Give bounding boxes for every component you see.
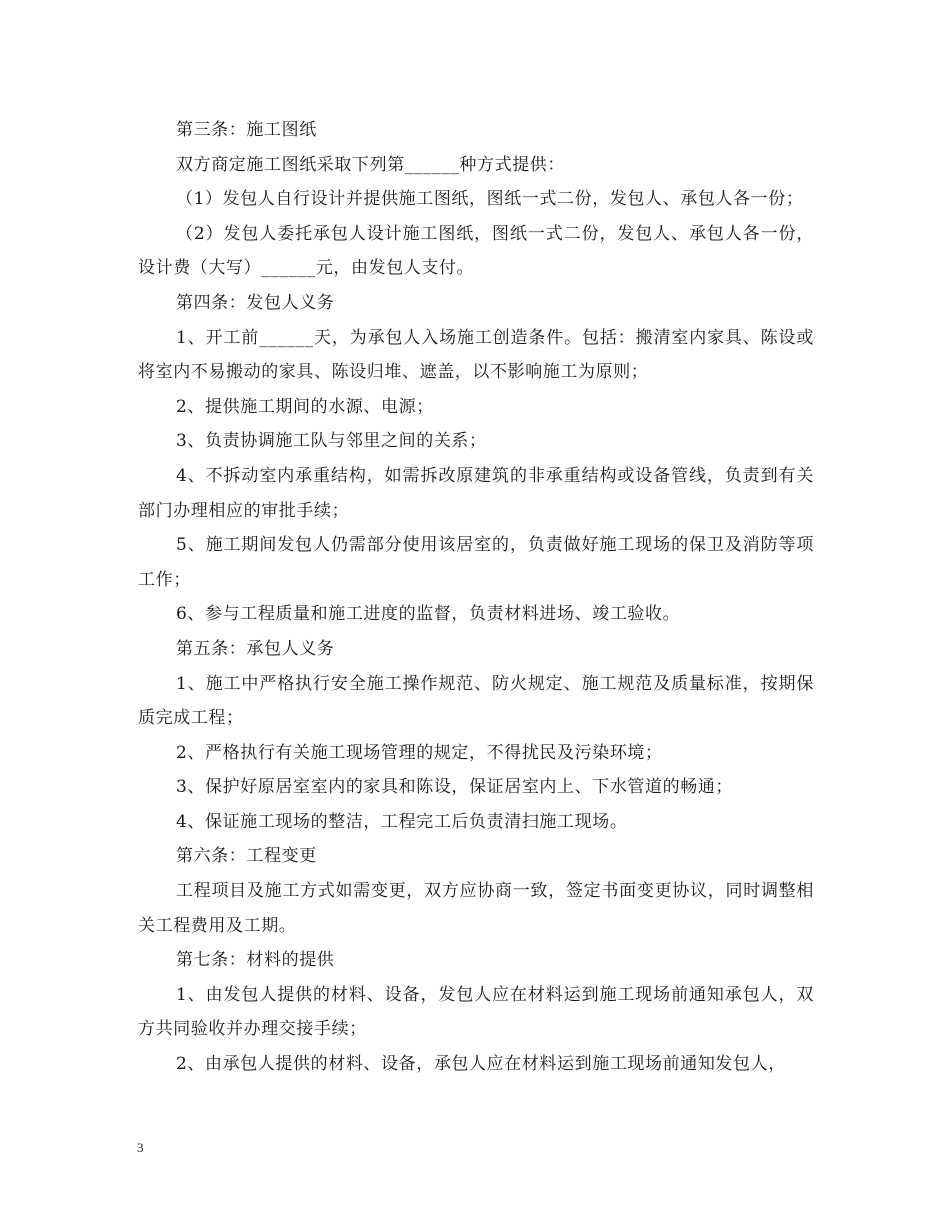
paragraph: 1、施工中严格执行安全施工操作规范、防火规定、施工规范及质量标准，按期保质完成工程； <box>138 673 814 729</box>
paragraph: 1、开工前______天，为承包人入场施工创造条件。包括：搬清室内家具、陈设或将室内不易搬动的家具、陈设归堆、遮盖，以不影响施工为原则； <box>138 327 814 383</box>
document-body <box>138 113 814 1082</box>
section-heading-6: 第六条：工程变更 <box>176 846 317 867</box>
paragraph: 2、提供施工期间的水源、电源； <box>176 396 434 417</box>
section-heading-4: 第四条：发包人义务 <box>176 292 335 313</box>
section-heading-5: 第五条：承包人义务 <box>176 638 335 659</box>
paragraph: 6、参与工程质量和施工进度的监督，负责材料进场、竣工验收。 <box>176 604 681 625</box>
paragraph: 2、严格执行有关施工现场管理的规定，不得扰民及污染环境； <box>176 742 663 763</box>
paragraph: 5、施工期间发包人仍需部分使用该居室的，负责做好施工现场的保卫及消防等项工作； <box>138 535 814 590</box>
section-heading-7: 第七条：材料的提供 <box>176 950 335 971</box>
paragraph: 1、由发包人提供的材料、设备，发包人应在材料运到施工现场前通知承包人，双方共同验收并办理交接手续； <box>138 984 814 1040</box>
paragraph: 双方商定施工图纸采取下列第______种方式提供： <box>176 154 565 175</box>
paragraph: 3、保护好原居室室内的家具和陈设，保证居室内上、下水管道的畅通； <box>176 777 734 798</box>
paragraph: （2）发包人委托承包人设计施工图纸，图纸一式二份，发包人、承包人各一份，设计费（大写）______元，由发包人支付。 <box>138 223 814 279</box>
page-number: 3 <box>137 1140 144 1155</box>
paragraph: 4、不拆动室内承重结构，如需拆改原建筑的非承重结构或设备管线，负责到有关部门办理相应的审批手续； <box>138 465 814 521</box>
paragraph: 工程项目及施工方式如需变更，双方应协商一致，签定书面变更协议，同时调整相关工程费用及工期。 <box>138 881 814 936</box>
section-heading-3: 第三条：施工图纸 <box>176 120 317 140</box>
paragraph: 2、由承包人提供的材料、设备，承包人应在材料运到施工现场前通知发包人， <box>176 1054 786 1075</box>
paragraph: （1）发包人自行设计并提供施工图纸，图纸一式二份，发包人、承包人各一份； <box>176 189 804 210</box>
paragraph: 3、负责协调施工队与邻里之间的关系； <box>176 431 487 452</box>
paragraph: 4、保证施工现场的整洁，工程完工后负责清扫施工现场。 <box>176 811 628 832</box>
